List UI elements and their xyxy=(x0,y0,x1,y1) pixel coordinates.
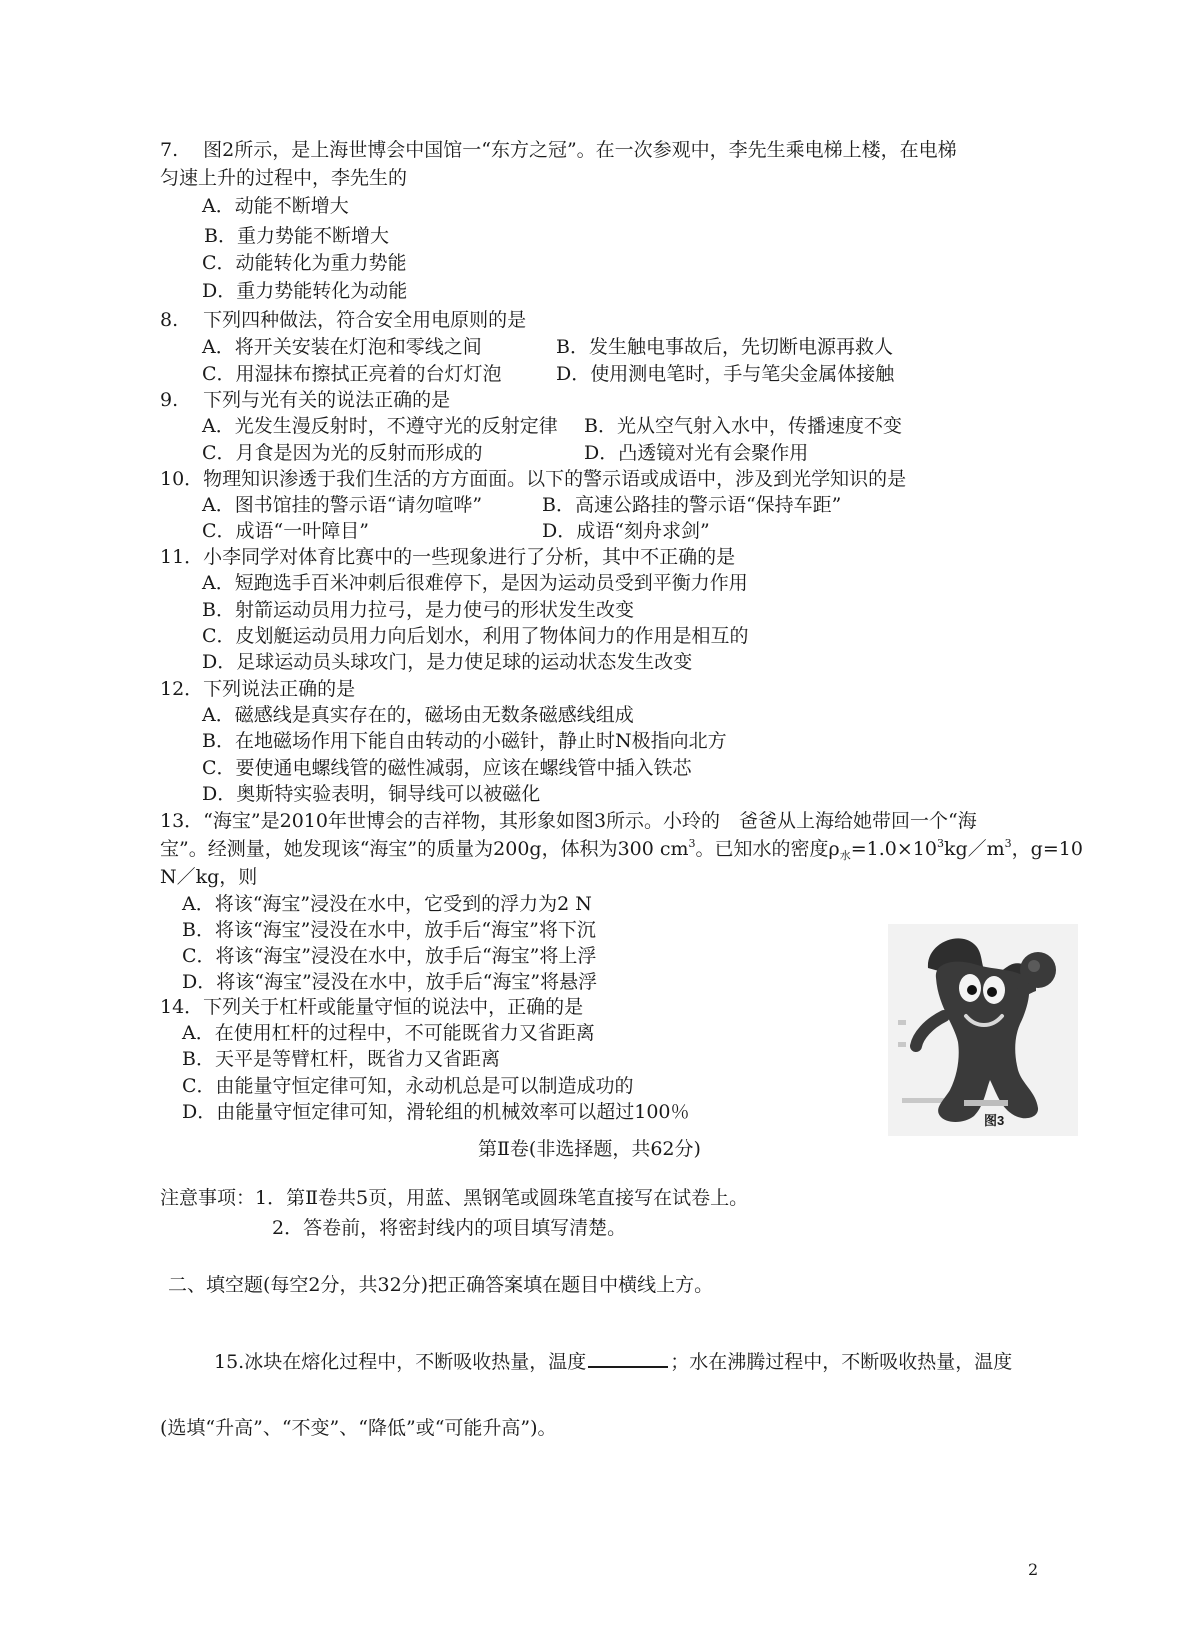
q10-option-d: D．成语“刻舟求剑” xyxy=(542,520,710,542)
q12-option-c: C．要使通电螺线管的磁性减弱，应该在螺线管中插入铁芯 xyxy=(202,757,692,779)
haibao-mascot-image xyxy=(888,924,1078,1136)
q14-stem: 14．下列关于杠杆或能量守恒的说法中，正确的是 xyxy=(160,996,584,1018)
q8-option-c: C．用湿抹布擦拭正亮着的台灯灯泡 xyxy=(202,363,502,385)
q8-option-b: B．发生触电事故后，先切断电源再救人 xyxy=(556,336,893,358)
q13-stem-line1: 13．“海宝”是2010年世博会的吉祥物，其形象如图3所示。小玲的 爸爸从上海给她带回一个“海 xyxy=(160,810,977,832)
q8-option-d: D．使用测电笔时，手与笔尖金属体接触 xyxy=(556,363,895,385)
q7-option-b: B．重力势能不断增大 xyxy=(204,225,389,247)
q14-option-d: D．由能量守恒定律可知，滑轮组的机械效率可以超过100％ xyxy=(182,1101,690,1123)
q11-stem: 11．小李同学对体育比赛中的一些现象进行了分析，其中不正确的是 xyxy=(160,546,736,568)
q13-stem-line2: 宝”。经测量，她发现该“海宝”的质量为200g，体积为300 $cm^3$。已知水的密度$\rho_水=1.0\times 10^3kg/m^3$，g=10 xyxy=(160,837,1083,862)
q7-option-a: A．动能不断增大 xyxy=(202,195,349,217)
q15-line2: (选填“升高”、“不变”、“降低”或“可能升高”)。 xyxy=(160,1417,557,1439)
q7-stem-line1: 7. 图2所示，是上海世博会中国馆一“东方之冠”。在一次参观中，李先生乘电梯上楼，在电梯 xyxy=(160,139,957,161)
part2-notice-2: 2．答卷前，将密封线内的项目填写清楚。 xyxy=(272,1217,627,1239)
part2-notice-1: 注意事项：1．第Ⅱ卷共5页，用蓝、黑钢笔或圆珠笔直接写在试卷上。 xyxy=(160,1187,749,1209)
q14-option-b: B．天平是等臂杠杆，既省力又省距离 xyxy=(182,1048,500,1070)
q13-option-d: D．将该“海宝”浸没在水中，放手后“海宝”将悬浮 xyxy=(182,971,598,993)
q14-option-a: A．在使用杠杆的过程中，不可能既省力又省距离 xyxy=(182,1022,595,1044)
q11-option-d: D．足球运动员头球攻门，是力使足球的运动状态发生改变 xyxy=(202,651,693,673)
q10-option-c: C．成语“一叶障目” xyxy=(202,520,369,542)
q15-answer-blank-1[interactable] xyxy=(588,1348,668,1368)
q15-line1: 15.冰块在熔化过程中，不断吸收热量，温度 ；水在沸腾过程中，不断吸收热量，温度 xyxy=(214,1348,1012,1372)
q8-option-a: A．将开关安装在灯泡和零线之间 xyxy=(202,336,482,358)
q11-option-c: C．皮划艇运动员用力向后划水，利用了物体间力的作用是相互的 xyxy=(202,625,749,647)
q7-option-d: D．重力势能转化为动能 xyxy=(202,280,408,302)
q13-option-b: B．将该“海宝”浸没在水中，放手后“海宝”将下沉 xyxy=(182,919,596,941)
q13-option-c: C．将该“海宝”浸没在水中，放手后“海宝”将上浮 xyxy=(182,945,597,967)
q7-option-c: C．动能转化为重力势能 xyxy=(202,252,407,274)
q14-option-c: C．由能量守恒定律可知，永动机总是可以制造成功的 xyxy=(182,1075,634,1097)
q10-option-b: B．高速公路挂的警示语“保持车距” xyxy=(542,494,842,516)
q8-stem: 8. 下列四种做法，符合安全用电原则的是 xyxy=(160,309,527,331)
q9-option-a: A．光发生漫反射时，不遵守光的反射定律 xyxy=(202,415,558,437)
q12-stem: 12．下列说法正确的是 xyxy=(160,678,356,700)
part2-title: 第Ⅱ卷(非选择题，共62分) xyxy=(478,1138,701,1160)
q9-option-c: C．月食是因为光的反射而形成的 xyxy=(202,442,483,464)
page-number: 2 xyxy=(1028,1560,1039,1579)
q9-option-d: D．凸透镜对光有会聚作用 xyxy=(584,442,809,464)
q9-stem: 9. 下列与光有关的说法正确的是 xyxy=(160,389,451,411)
q12-option-b: B．在地磁场作用下能自由转动的小磁针，静止时N极指向北方 xyxy=(202,730,727,752)
q10-stem: 10．物理知识渗透于我们生活的方方面面。以下的警示语或成语中，涉及到光学知识的是 xyxy=(160,468,907,490)
fill-in-section-heading: 二、填空题(每空2分，共32分)把正确答案填在题目中横线上方。 xyxy=(168,1274,714,1296)
q11-option-b: B．射箭运动员用力拉弓，是力使弓的形状发生改变 xyxy=(202,599,634,621)
q10-option-a: A．图书馆挂的警示语“请勿喧哗” xyxy=(202,494,483,516)
q13-option-a: A．将该“海宝”浸没在水中，它受到的浮力为2 N xyxy=(182,893,592,915)
q7-stem-line2: 匀速上升的过程中，李先生的 xyxy=(160,167,408,189)
q12-option-d: D．奥斯特实验表明，铜导线可以被磁化 xyxy=(202,783,541,805)
q12-option-a: A．磁感线是真实存在的，磁场由无数条磁感线组成 xyxy=(202,704,634,726)
q13-stem-line3: N／kg，则 xyxy=(160,866,258,888)
q11-option-a: A．短跑选手百米冲刺后很难停下，是因为运动员受到平衡力作用 xyxy=(202,572,748,594)
q9-option-b: B．光从空气射入水中，传播速度不变 xyxy=(584,415,902,437)
figure-3-haibao xyxy=(888,924,1078,1136)
figure-3-caption: 图3 xyxy=(984,1113,1005,1128)
